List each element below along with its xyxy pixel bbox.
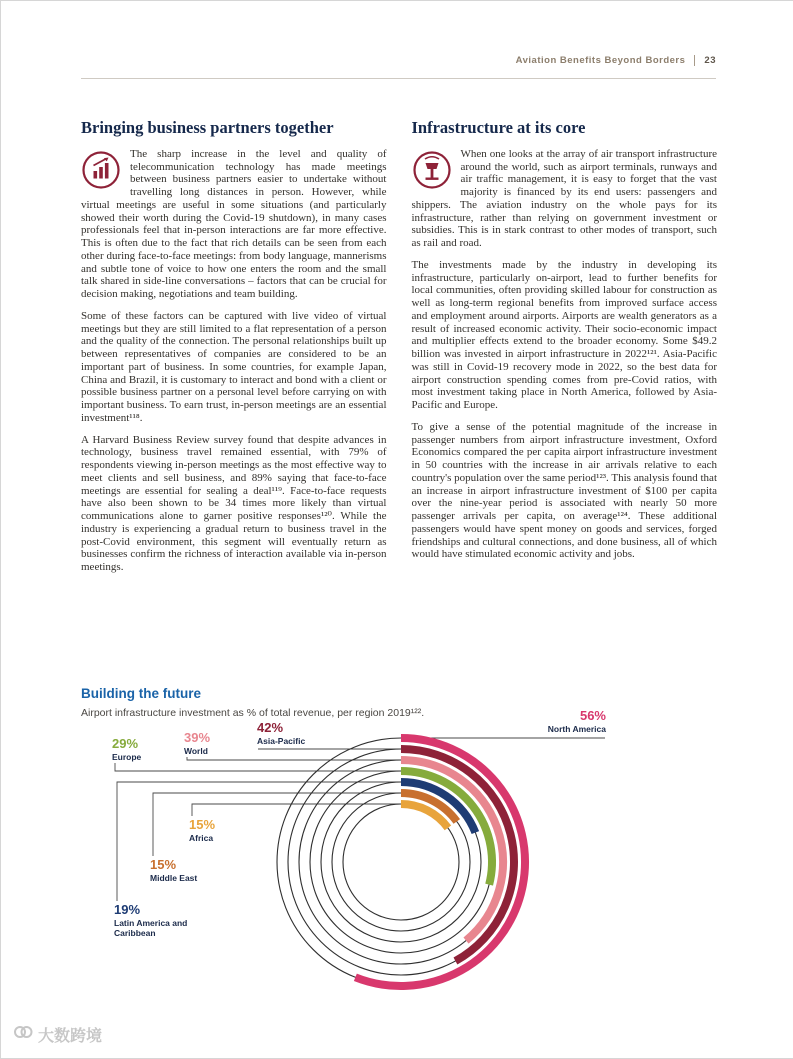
chart-region-name-north-america: North America xyxy=(547,723,606,734)
chart-value-north-america: 56% xyxy=(579,708,606,723)
body-paragraph: The investments made by the industry in developing its infrastructure, particularly on-airport, lead to further benefits for local communities, often providing skilled labour for construction as well as long-term regional benefits from improved surface access and employment around airports. Airports are wealth generators as a result of increased economic activity. Their socio-economic impact and multiplier effects extend to the broader economy. Some $49.2 billion was invested in airport infrastructure in 2022¹²¹. Asia-Pacific was still in Covid-19 recovery mode in 2022, so the best data for airport construction spending comes from pre-Covid ratios, with most investment taking place in North America, followed by Asia-Pacific and Europe. xyxy=(411,258,717,412)
control-tower-icon xyxy=(412,150,452,190)
chart-label-africa xyxy=(189,818,269,843)
body-paragraph: Some of these factors can be captured with live video of virtual meetings but they are still limited to a flat representation of a person and the quality of the connection. The personal relationships built up between representatives of companies are considered to be an important part of business. In some countries, for example Japan, China and Brazil, it is customary to interact and bond with a client or possible business partner on a personal level before carrying on with important business. To earn trust, in-person meetings are an essential investment¹¹⁸. xyxy=(81,309,387,424)
chart-region-name-africa: Africa xyxy=(189,832,214,843)
report-title: Aviation Benefits Beyond Borders xyxy=(515,55,686,66)
chart-title: Building the future xyxy=(81,686,201,701)
chart-label-latin-america-and-caribbean xyxy=(114,903,198,938)
rings-logo-icon xyxy=(13,1022,33,1047)
chart-labels-layer xyxy=(1,701,793,1013)
lead-paragraph-wrap xyxy=(412,148,718,250)
chart-label-middle-east xyxy=(150,858,234,883)
body-paragraph: When one looks at the array of air transport infrastructure around the world, such as airport terminals, runways and air traffic management, it is easy to forget that the vast majority is financed by its end users: passengers and shippers. The aviation industry on the whole pays for its infrastructure, rather than relying on government investment or subsidies. This is in stark contrast to other modes of transport, such as rail and road. xyxy=(411,147,717,250)
section-heading-infrastructure: Infrastructure at its core xyxy=(411,118,586,137)
chart-value-africa: 15% xyxy=(189,817,216,832)
chart-value-europe: 29% xyxy=(112,736,139,751)
chart-label-world xyxy=(184,731,264,756)
chart-label-north-america xyxy=(520,709,606,734)
article-columns xyxy=(81,119,717,583)
chart-subtitle: Airport infrastructure investment as % of total revenue, per region 2019¹²². xyxy=(81,707,425,719)
chart-region-name-world: World xyxy=(184,745,208,756)
body-paragraph: To give a sense of the potential magnitude of the increase in passenger numbers from airport infrastructure investment, Oxford Economics compared the per capita airport infrastructure investment in 50 countries with the increase in air arrivals relative to each country's population over the same period¹²³. This analysis found that an increase in airport infrastructure investment of $100 per capita over the nine-year period is associated with nearly 50 more passenger arrivals per capita, on average¹²⁴. These additional passengers would have spent money on goods and services, forged friendships and cultural connections, and done business, all of which would have stimulated economic activity and jobs. xyxy=(411,420,717,561)
watermark xyxy=(13,1022,102,1047)
chart-value-latin-america-and-caribbean: 19% xyxy=(114,902,141,917)
lead-paragraph-wrap xyxy=(81,148,387,301)
presentation-chart-icon xyxy=(81,150,121,190)
chart-region-name-europe: Europe xyxy=(112,751,142,762)
body-paragraph: The sharp increase in the level and quality of telecommunication technology has made meetings between business partners easier to undertake without travelling long distances in person. However, while virtual meetings are useful in some situations (and particularly showed their worth during the Covid-19 shutdown), in many cases professionals feel that in-person interactions are far more effective. This is often due to the fact that rich details can be seen from each other during face-to-face meetings: from body language, mannerisms and subtle tone of voice to how one enters the room and the small talk shared in side-line conversations – factors that can be crucial for decision making, negotiations and team building. xyxy=(81,147,387,301)
chart-region-name-latin-america-and-caribbean: Latin America and Caribbean xyxy=(114,917,188,938)
chart-label-asia-pacific xyxy=(257,721,377,746)
chart-region-name-asia-pacific: Asia-Pacific xyxy=(257,735,306,746)
chart-value-asia-pacific: 42% xyxy=(257,720,284,735)
page-number: 23 xyxy=(694,55,716,66)
chart-value-world: 39% xyxy=(184,730,211,745)
body-paragraph: A Harvard Business Review survey found that despite advances in technology, business travel remained essential, with 79% of respondents viewing in-person meetings as the most effective way to meet clients and sell business, and 89% saying that face-to-face meetings are essential for sealing a deal¹¹⁹. Face-to-face requests have also been shown to be 34 times more likely than virtual communications alone to garner positive responses¹²⁰. While the industry is experiencing a gradual return to business travel in the post-Covid environment, this segment will eventually return as businesses confirm the richness of interaction available via in-person meetings. xyxy=(81,433,387,574)
chart-region-name-middle-east: Middle East xyxy=(150,872,198,883)
chart-value-middle-east: 15% xyxy=(150,857,177,872)
chart-label-europe xyxy=(112,737,192,762)
section-heading-business-partners: Bringing business partners together xyxy=(81,118,334,137)
running-header xyxy=(516,55,716,66)
radial-chart xyxy=(1,701,793,1013)
watermark-text: 大数跨境 xyxy=(38,1028,103,1045)
section-business-partners xyxy=(81,119,387,583)
header-rule xyxy=(81,78,716,79)
building-the-future-section xyxy=(1,685,793,1025)
section-infrastructure xyxy=(412,119,718,583)
